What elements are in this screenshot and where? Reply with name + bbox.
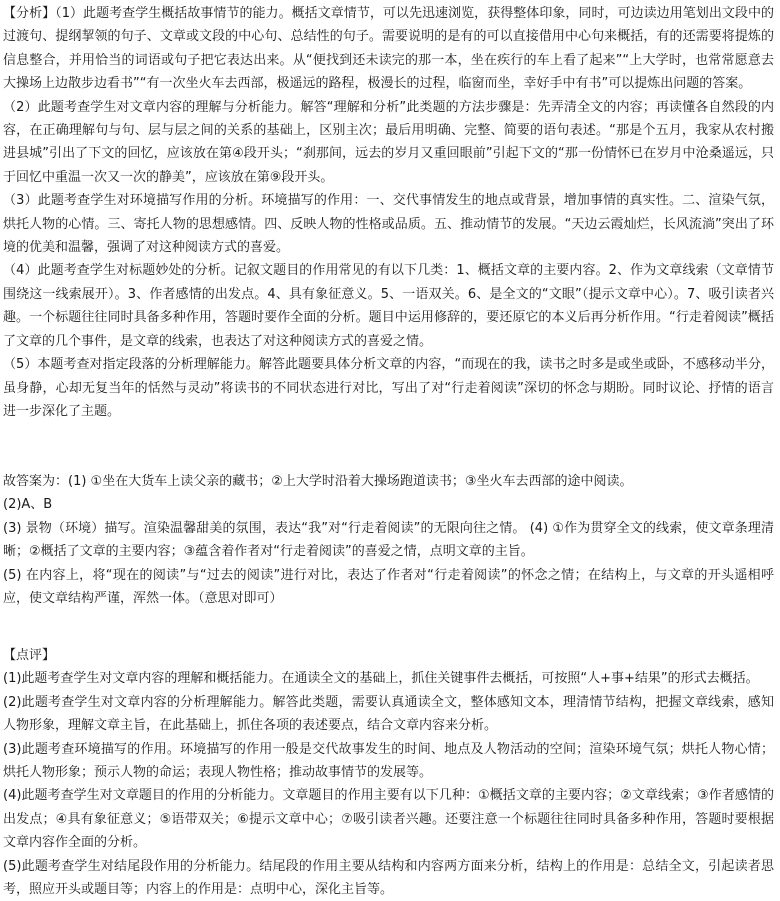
comment-paragraph-2: (2)此题考查学生对文章内容的分析理解能力。解答此类题，需要认真通读全文，整体感知文本，理清情节结构，把握文章线索，感知人物形象，理解文章主旨，在此基础上，抓住各项的表述要点，结合文章内容来分析。 [3,694,774,734]
answer-paragraph-3: (3) 景物（环境）描写。渲染温馨甜美的氛围，表达“我”对“行走着阅读”的无限向往之情。 (4) ①作为贯穿全文的线索，使文章条理清晰；②概括了文章的主要内容；③蕴含着作者对“行走着阅读”的喜爱之情，点明文章的主旨。 [3,520,774,560]
answer-paragraph-5: (5) 在内容上，将“现在的阅读”与“过去的阅读”进行对比，表达了作者对“行走着阅读”的怀念之情；在结构上，与文章的开头遥相呼应，使文章结构严谨，浑然一体。（意思对即可） [3,567,774,607]
comment-paragraph-5: (5)此题考查学生对结尾段作用的分析能力。结尾段的作用主要从结构和内容两方面来分析，结构上的作用是：总结全文，引起读者思考，照应开头或题目等；内容上的作用是：点明中心，深化主旨等。 [3,858,774,898]
analysis-paragraph-3: （3）此题考查学生对环境描写作用的分析。环境描写的作用：一、交代事情发生的地点或背景，增加事情的真实性。二、渲染气氛，烘托人物的心情。三、寄托人物的思想感情。四、反映人物的性格或品质。五、推动情节的发展。“天边云霞灿烂，长风流淌”突出了环境的优美和温馨，强调了对这种阅读方式的喜爱。 [3,193,774,256]
answer-paragraph-2: (2)A、B [3,497,53,513]
analysis-label: 【分析】 [3,6,56,21]
comment-label: 【点评】 [3,648,56,663]
analysis-section [3,2,774,460]
comment-paragraph-1: (1)此题考查学生对文章内容的理解和概括能力。在通读全文的基础上，抓住关键事件去概括，可按照“人+事+结果”的形式去概括。 [3,671,759,687]
analysis-paragraph-5: （5）本题考查对指定段落的分析理解能力。解答此题要具体分析文章的内容，“而现在的我，读书之时多是或坐或卧，不感移动半分，虽身静，心却无复当年的恬然与灵动”将读书的不同状态进行对比，写出了对“行走着阅读”深切的怀念与期盼。同时议论、抒情的语言进一步深化了主题。 [3,357,774,419]
analysis-paragraph-4: （4）此题考查学生对标题妙处的分析。记叙文题目的作用常见的有以下几类：1、概括文章的主要内容。2、作为文章线索（文章情节围绕这一线索展开）。3、作者感情的出发点。4、具有象征意义。5、一语双关。6、是全文的“文眼”（提示文章中心）。7、吸引读者兴趣。一个标题往往同时具备多种作用，答题时要作全面的分析。题目中运用修辞的，要还原它的本义后再分析作用。“行走着阅读”概括了文章的几个事件，是文章的线索，也表达了对这种阅读方式的喜爱之情。 [3,263,774,349]
answer-paragraph-1: 故答案为：(1) ①坐在大货车上读父亲的藏书；②上大学时沿着大操场跑道读书；③坐火车去西部的途中阅读。 [3,474,633,489]
answer-section [3,470,774,630]
comment-paragraph-4: (4)此题考查学生对文章题目的作用的分析能力。文章题目的作用主要有以下几种：①概括文章的主要内容；②文章线索；③作者感情的出发点；④具有象征意义；⑤语带双关；⑥提示文章中心；⑦吸引读者兴趣。还要注意一个标题往往同时具备多种作用，答题时要根据文章内容作全面的分析。 [3,788,774,851]
analysis-item-1-text: （1）此题考查学生概括故事情节的能力。概括文章情节，可以先迅速浏览，获得整体印象，同时，可边读边用笔划出文段中的过渡句、提纲挈领的句子、文章或文段的中心句、总结性的句子。需要说明的是有的可以直接借用中心句来概括，有的还需要将提炼的信息整合，并用恰当的词语或句子把它表达出来。从“便找到还未读完的那一本，坐在疾行的车上看了起来”“上大学时，也常常愿意去大操场上边散步边看书”“有一次坐火车去西部，极遥远的路程，极漫长的过程，临窗而坐，幸好手中有书”可以提炼出问题的答案。 [3,6,774,92]
analysis-paragraph-1 [3,2,774,96]
comment-section [3,644,774,901]
analysis-paragraph-2: （2）此题考查学生对文章内容的理解与分析能力。解答“理解和分析”此类题的方法步骤是：先弄清全文的内容；再读懂各自然段的内容，在正确理解句与句、层与层之间的关系的基础上，区别主次；最后用明确、完整、简要的语句表述。“那是个五月，我家从农村搬进县城”引出了下文的回忆，应该放在第④段开头；“刹那间，远去的岁月又重回眼前”引起下文的“那一份情怀已在岁月中沧桑遥远，只于回忆中重温一次又一次的静美”，应该放在第⑨段开头。 [3,99,774,185]
comment-paragraph-3: (3)此题考查环境描写的作用。环境描写的作用一般是交代故事发生的时间、地点及人物活动的空间；渲染环境气氛；烘托人物心情；烘托人物形象；预示人物的命运；表现人物性格；推动故事情节的发展等。 [3,741,774,781]
